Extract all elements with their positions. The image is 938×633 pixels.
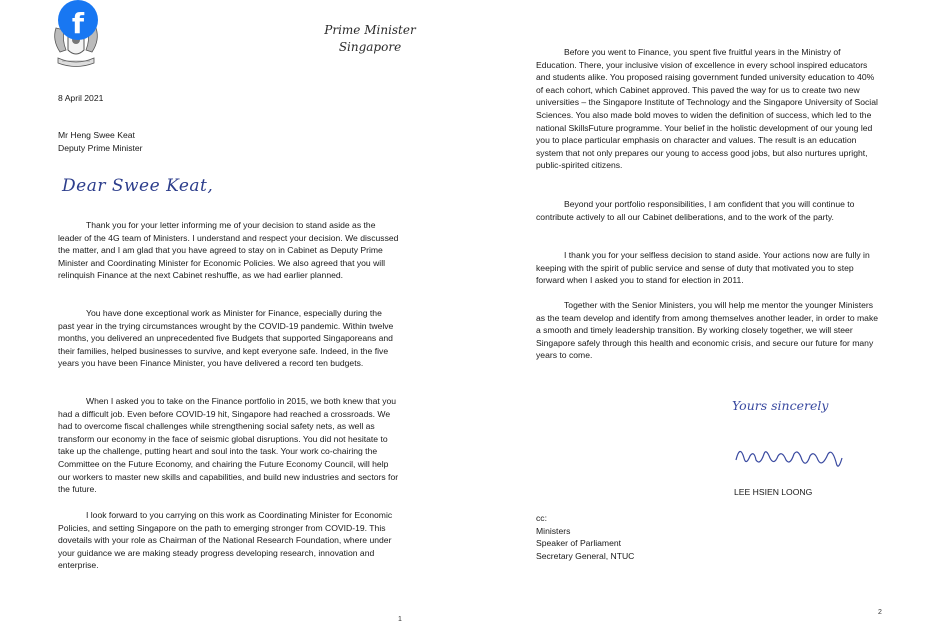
paragraph: When I asked you to take on the Finance portfolio in 2015, we both knew that you had a difficult job. Even before COVID-19 hit, Singapore had reached a crossroads. We had to overcome fiscal challenges while strengthening social safety nets, as well as transform our economy in the face of seismic global disruptions. You did not hesitate to take up the challenge, putting heart and soul into the task. Your work co-chairing the Committee on the Future Economy, and chairing the Future Economy Council, will help our workers to master new skills and capabilities, and build new industries and sectors for the future. [58, 396, 399, 495]
recipient-block [58, 129, 143, 154]
cc-block [536, 512, 634, 562]
recipient-title: Deputy Prime Minister [58, 142, 143, 153]
letterhead-title: Prime Minister [324, 23, 416, 37]
letter-date: 8 April 2021 [58, 93, 104, 103]
letter-page-2 [470, 0, 938, 633]
cc-recipient: Ministers [536, 525, 571, 536]
signature-icon [732, 440, 852, 474]
paragraph: Thank you for your letter informing me of your decision to stand aside as the leader of the 4G team of Ministers. I understand and respect your decision. We discussed the matter, and I am glad that you have agreed to stay on in Cabinet as Deputy Prime Minister and Coordinating Minister for Economic Policies. We also agreed that you will relinquish Finance at the next Cabinet reshuffle, as we had earlier planned. [58, 220, 399, 281]
paragraph: Before you went to Finance, you spent five fruitful years in the Ministry of Education. There, your inclusive vision of excellence in every school inspired educators and students alike. You proposed raising government funded university education to 40% of each cohort, which Cabinet approved. This paved the way for us to create two new universities – the Singapore Institute of Technology and the Singapore University of Social Sciences. You also made bold moves to widen the definition of success, which led to the national SkillsFuture programme. Your belief in the holistic development of our young led you to place particular emphasis on character and values. The result is an education system that not only prepares our young to access good jobs, but also nurtures upright, public-spirited citizens. [536, 47, 878, 171]
paragraph: I thank you for your selfless decision to stand aside. Your actions now are fully in keeping with the spirit of public service and sense of duty that motivated you to step forward when I asked you to stand for election in 2011. [536, 250, 870, 286]
page-number: 1 [398, 616, 402, 623]
signer-name: LEE HSIEN LOONG [734, 487, 813, 497]
letterhead [300, 22, 440, 56]
letterhead-country: Singapore [338, 40, 402, 54]
page-number: 2 [878, 609, 882, 616]
paragraph: I look forward to you carrying on this work as Coordinating Minister for Economic Policies, and setting Singapore on the path to emerging stronger from COVID-19. This dovetails with your role as Chairman of the National Research Foundation, where under your guidance we are making steady progress developing research, innovation and enterprise. [58, 510, 393, 571]
handwritten-salutation: Dear Swee Keat, [62, 176, 214, 196]
cc-recipient: Speaker of Parliament [536, 538, 622, 549]
paragraph: Together with the Senior Ministers, you will help me mentor the younger Ministers as the team develop and identify from among themselves another leader, in order to make a smooth and timely leadership transition. By working closely together, we will steer Singapore safely through this health and economic crisis, and secure our future for many years to come. [536, 300, 879, 361]
facebook-icon[interactable]: f [58, 0, 98, 40]
cc-label: cc: [536, 513, 547, 523]
cc-recipient: Secretary General, NTUC [536, 550, 635, 561]
paragraph: Beyond your portfolio responsibilities, I am confident that you will continue to contribute actively to all our Cabinet deliberations, and to the work of the party. [536, 199, 855, 222]
recipient-name: Mr Heng Swee Keat [58, 130, 135, 140]
handwritten-closing: Yours sincerely [732, 398, 829, 413]
paragraph: You have done exceptional work as Minister for Finance, especially during the past year in the trying circumstances wrought by the COVID-19 pandemic. Within twelve months, you delivered an unprecedented five Budgets that supported Singaporeans and their families, helped businesses to survive, and kept everyone safe. Indeed, in the five years you have been Finance Minister, you have delivered a record ten budgets. [58, 308, 394, 369]
